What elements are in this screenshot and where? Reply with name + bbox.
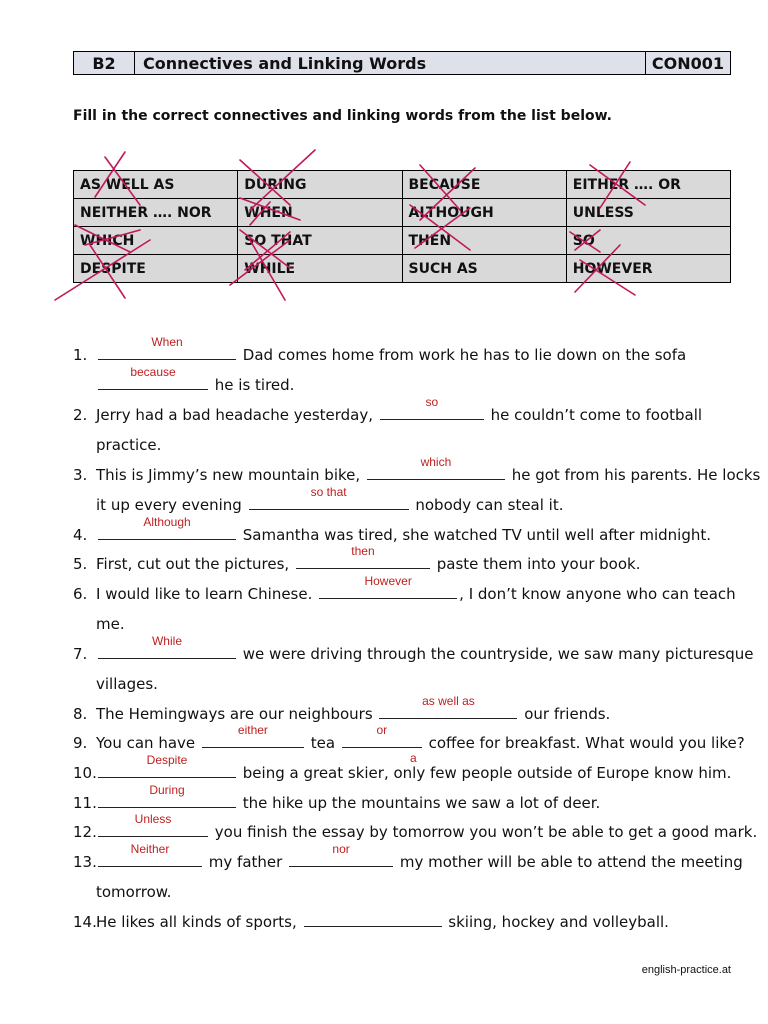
answer-blank[interactable]	[98, 515, 236, 540]
sentence-text: my mother will be able to attend the meeting	[399, 853, 743, 871]
sentence-text: being a great skier, only few people outside of Europe know him.	[242, 764, 732, 782]
table-row	[74, 255, 731, 283]
word-list-table	[73, 170, 731, 283]
word-cell: THEN	[402, 227, 566, 255]
sentence-text: me.	[96, 615, 125, 633]
worksheet-title: Connectives and Linking Words	[135, 52, 646, 74]
handwritten-answer: While	[151, 634, 182, 648]
exercise-number: 4.	[73, 526, 88, 544]
sentence-text: it up every evening	[96, 496, 242, 514]
handwritten-answer: Neither	[130, 842, 170, 856]
exercise-number: 9.	[73, 734, 88, 752]
sentence-text: he got from his parents. He locks	[511, 466, 761, 484]
sentence-text: Dad comes home from work he has to lie down on the sofa	[242, 346, 687, 364]
answer-blank[interactable]	[304, 914, 442, 927]
word-cell: WHILE	[238, 255, 402, 283]
answer-blank[interactable]	[319, 574, 457, 599]
table-row	[74, 227, 731, 255]
handwritten-answer: so that	[310, 485, 347, 499]
word-cell: AS WELL AS	[74, 171, 238, 199]
word-cell: WHEN	[238, 199, 402, 227]
sentence-text: The Hemingways are our neighbours	[96, 705, 373, 723]
handwritten-answer: then	[351, 544, 375, 558]
handwritten-answer: as well as	[422, 694, 475, 708]
answer-blank[interactable]	[98, 842, 202, 867]
sentence-text: tea	[310, 734, 336, 752]
exercise-number: 10.	[73, 764, 97, 782]
sentence-text: paste them into your book.	[436, 555, 641, 573]
sentence-text: my father	[208, 853, 283, 871]
handwritten-answer: either	[237, 723, 268, 737]
sentence-text: First, cut out the pictures,	[96, 555, 290, 573]
handwritten-answer: nor	[332, 842, 350, 856]
exercise-number: 13.	[73, 853, 97, 871]
answer-blank[interactable]	[98, 634, 236, 659]
table-row	[74, 199, 731, 227]
exercise-number: 12.	[73, 823, 97, 841]
sentence-text: he is tired.	[214, 376, 295, 394]
handwritten-answer: Despite	[146, 753, 188, 767]
exercise-number: 3.	[73, 466, 88, 484]
exercise-number: 11.	[73, 794, 97, 812]
footer-site: english-practice.at	[641, 964, 731, 976]
exercise-number: 8.	[73, 705, 88, 723]
sentence-text: our friends.	[524, 705, 611, 723]
sentence-text: nobody can steal it.	[415, 496, 564, 514]
word-cell: EITHER …. OR	[566, 171, 730, 199]
sentence-text: You can have	[96, 734, 196, 752]
exercise-number: 7.	[73, 645, 88, 663]
sentence-text: This is Jimmy’s new mountain bike,	[96, 466, 361, 484]
word-cell: BECAUSE	[402, 171, 566, 199]
word-cell: SO	[566, 227, 730, 255]
sentence-text: practice.	[96, 436, 162, 454]
sentence-text: Jerry had a bad headache yesterday,	[96, 406, 374, 424]
handwritten-answer: Although	[143, 515, 191, 529]
answer-blank[interactable]	[380, 395, 484, 420]
sentence-text: coffee for breakfast. What would you like?	[428, 734, 745, 752]
sentence-text: He likes all kinds of sports,	[96, 913, 297, 931]
handwritten-answer: However	[364, 574, 412, 588]
word-cell: DURING	[238, 171, 402, 199]
sentence-text: you finish the essay by tomorrow you won’t be able to get a good mark.	[214, 823, 758, 841]
word-cell: NEITHER …. NOR	[74, 199, 238, 227]
handwritten-answer: or	[376, 723, 388, 737]
exercise-number: 2.	[73, 406, 88, 424]
answer-blank[interactable]	[249, 485, 409, 510]
word-cell: SUCH AS	[402, 255, 566, 283]
table-row	[74, 171, 731, 199]
word-cell: HOWEVER	[566, 255, 730, 283]
worksheet-header	[73, 51, 731, 75]
handwritten-answer: During	[149, 783, 185, 797]
answer-blank[interactable]	[289, 842, 393, 867]
sentence-text: Samantha was tired, she watched TV until well after midnight.	[242, 526, 711, 544]
sentence-text: , I don’t know anyone who can teach	[459, 585, 736, 603]
handwritten-answer: Unless	[134, 812, 172, 826]
worksheet-code: CON001	[651, 53, 725, 73]
handwritten-correction: a	[410, 751, 417, 765]
handwritten-answer: because	[130, 365, 176, 379]
instruction: Fill in the correct connectives and linking words from the list below.	[73, 108, 612, 124]
sentence-text: skiing, hockey and volleyball.	[448, 913, 669, 931]
exercise-number: 5.	[73, 555, 88, 573]
word-cell: UNLESS	[566, 199, 730, 227]
answer-blank[interactable]	[98, 365, 208, 390]
sentence-text: he couldn’t come to football	[490, 406, 703, 424]
exercise-number: 1.	[73, 346, 88, 364]
word-cell: SO THAT	[238, 227, 402, 255]
sentence-text: we were driving through the countryside, we saw many picturesque	[242, 645, 754, 663]
handwritten-answer: When	[151, 335, 183, 349]
sentence-text: tomorrow.	[96, 883, 172, 901]
exercise-number: 6.	[73, 585, 88, 603]
level-label: B2	[74, 52, 135, 74]
word-cell: DESPITE	[74, 255, 238, 283]
handwritten-answer: so	[425, 395, 439, 409]
answer-blank[interactable]	[342, 723, 422, 748]
sentence-text: the hike up the mountains we saw a lot of deer.	[242, 794, 601, 812]
word-cell: WHICH	[74, 227, 238, 255]
word-cell: ALTHOUGH	[402, 199, 566, 227]
sentence-text: villages.	[96, 675, 158, 693]
handwritten-answer: which	[420, 455, 452, 469]
sentence-text: I would like to learn Chinese.	[96, 585, 313, 603]
exercise-number: 14.	[73, 913, 97, 931]
